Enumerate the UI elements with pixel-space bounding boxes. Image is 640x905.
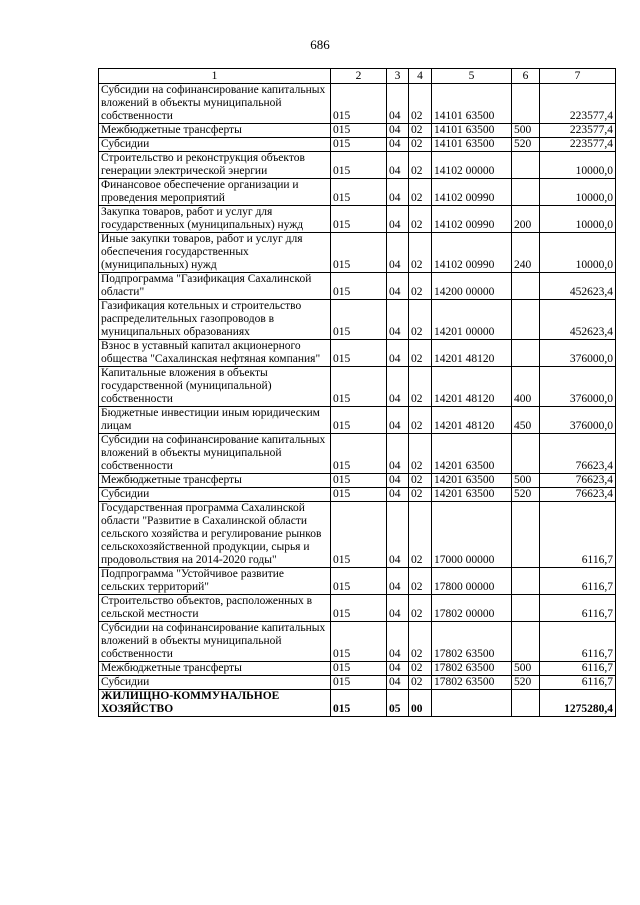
- cell-amount: 452623,4: [540, 300, 616, 340]
- cell-expense-type: 450: [512, 407, 540, 434]
- table-row: [99, 124, 616, 138]
- table-row: [99, 300, 616, 340]
- table-row: [99, 179, 616, 206]
- cell-ministry-code: 015: [331, 434, 387, 474]
- cell-section: 04: [387, 367, 409, 407]
- cell-name: Субсидии: [99, 488, 331, 502]
- cell-subsection: 02: [409, 233, 432, 273]
- cell-amount: 6116,7: [540, 662, 616, 676]
- table-row: [99, 152, 616, 179]
- cell-name: Субсидии: [99, 138, 331, 152]
- cell-subsection: 02: [409, 488, 432, 502]
- cell-section: 04: [387, 434, 409, 474]
- cell-target-article: 14201 48120: [432, 367, 512, 407]
- cell-amount: 10000,0: [540, 152, 616, 179]
- table-row: [99, 502, 616, 568]
- cell-amount: 223577,4: [540, 84, 616, 124]
- cell-target-article: 14101 63500: [432, 138, 512, 152]
- cell-expense-type: 500: [512, 124, 540, 138]
- cell-name: Субсидии на софинансирование капитальных вложений в объекты муниципальной собственности: [99, 622, 331, 662]
- cell-subsection: 02: [409, 407, 432, 434]
- table-row: [99, 690, 616, 717]
- column-header: 2: [331, 69, 387, 84]
- table-row: [99, 434, 616, 474]
- cell-expense-type: [512, 595, 540, 622]
- cell-section: 04: [387, 502, 409, 568]
- column-header: 1: [99, 69, 331, 84]
- cell-target-article: [432, 690, 512, 717]
- cell-subsection: 02: [409, 138, 432, 152]
- cell-ministry-code: 015: [331, 595, 387, 622]
- cell-ministry-code: 015: [331, 407, 387, 434]
- cell-amount: 223577,4: [540, 138, 616, 152]
- cell-subsection: 02: [409, 179, 432, 206]
- cell-section: 04: [387, 676, 409, 690]
- cell-amount: 76623,4: [540, 474, 616, 488]
- cell-name: Субсидии на софинансирование капитальных вложений в объекты муниципальной собственности: [99, 84, 331, 124]
- cell-section: 04: [387, 488, 409, 502]
- table-row: [99, 273, 616, 300]
- cell-expense-type: [512, 84, 540, 124]
- table-row: [99, 676, 616, 690]
- cell-name: Строительство объектов, расположенных в сельской местности: [99, 595, 331, 622]
- cell-expense-type: 240: [512, 233, 540, 273]
- cell-section: 04: [387, 179, 409, 206]
- cell-target-article: 14201 48120: [432, 340, 512, 367]
- cell-section: 04: [387, 300, 409, 340]
- cell-amount: 10000,0: [540, 179, 616, 206]
- header-row: [99, 69, 616, 84]
- cell-section: 04: [387, 474, 409, 488]
- cell-amount: 10000,0: [540, 206, 616, 233]
- cell-name: Субсидии: [99, 676, 331, 690]
- cell-section: 04: [387, 662, 409, 676]
- table-row: [99, 84, 616, 124]
- cell-section: 04: [387, 84, 409, 124]
- column-header: 6: [512, 69, 540, 84]
- cell-amount: 1275280,4: [540, 690, 616, 717]
- cell-name: Строительство и реконструкция объектов генерации электрической энергии: [99, 152, 331, 179]
- cell-name: Капитальные вложения в объекты государственной (муниципальной) собственности: [99, 367, 331, 407]
- cell-target-article: 17800 00000: [432, 568, 512, 595]
- cell-target-article: 14102 00990: [432, 206, 512, 233]
- table-row: [99, 407, 616, 434]
- cell-expense-type: [512, 622, 540, 662]
- cell-expense-type: 520: [512, 488, 540, 502]
- cell-section: 04: [387, 595, 409, 622]
- cell-expense-type: 520: [512, 676, 540, 690]
- cell-amount: 76623,4: [540, 488, 616, 502]
- cell-amount: 376000,0: [540, 407, 616, 434]
- cell-expense-type: [512, 179, 540, 206]
- cell-section: 05: [387, 690, 409, 717]
- cell-expense-type: [512, 568, 540, 595]
- cell-name: ЖИЛИЩНО-КОММУНАЛЬНОЕ ХОЗЯЙСТВО: [99, 690, 331, 717]
- table-row: [99, 233, 616, 273]
- cell-ministry-code: 015: [331, 340, 387, 367]
- cell-subsection: 02: [409, 662, 432, 676]
- cell-ministry-code: 015: [331, 206, 387, 233]
- cell-target-article: 14200 00000: [432, 273, 512, 300]
- cell-ministry-code: 015: [331, 124, 387, 138]
- table-body: [99, 84, 616, 717]
- cell-target-article: 14102 00990: [432, 179, 512, 206]
- cell-target-article: 17802 63500: [432, 662, 512, 676]
- cell-target-article: 14101 63500: [432, 84, 512, 124]
- budget-table: [98, 68, 616, 717]
- table-row: [99, 340, 616, 367]
- cell-ministry-code: 015: [331, 179, 387, 206]
- cell-expense-type: 400: [512, 367, 540, 407]
- table-row: [99, 622, 616, 662]
- cell-section: 04: [387, 233, 409, 273]
- table-row: [99, 488, 616, 502]
- cell-expense-type: 200: [512, 206, 540, 233]
- cell-expense-type: [512, 273, 540, 300]
- cell-subsection: 02: [409, 152, 432, 179]
- cell-subsection: 02: [409, 206, 432, 233]
- cell-expense-type: [512, 434, 540, 474]
- cell-target-article: 14101 63500: [432, 124, 512, 138]
- cell-amount: 223577,4: [540, 124, 616, 138]
- cell-ministry-code: 015: [331, 367, 387, 407]
- cell-section: 04: [387, 138, 409, 152]
- table-row: [99, 595, 616, 622]
- cell-expense-type: 500: [512, 474, 540, 488]
- cell-amount: 6116,7: [540, 622, 616, 662]
- cell-target-article: 17802 63500: [432, 676, 512, 690]
- table-row: [99, 367, 616, 407]
- cell-subsection: 02: [409, 568, 432, 595]
- cell-subsection: 02: [409, 676, 432, 690]
- cell-section: 04: [387, 124, 409, 138]
- cell-target-article: 17000 00000: [432, 502, 512, 568]
- table-row: [99, 138, 616, 152]
- cell-amount: 6116,7: [540, 502, 616, 568]
- column-header: 3: [387, 69, 409, 84]
- cell-target-article: 14102 00990: [432, 233, 512, 273]
- cell-name: Подпрограмма "Устойчивое развитие сельских территорий": [99, 568, 331, 595]
- cell-name: Финансовое обеспечение организации и проведения мероприятий: [99, 179, 331, 206]
- cell-section: 04: [387, 152, 409, 179]
- cell-subsection: 02: [409, 502, 432, 568]
- cell-ministry-code: 015: [331, 152, 387, 179]
- page-number: 686: [310, 37, 330, 52]
- cell-ministry-code: 015: [331, 233, 387, 273]
- cell-subsection: 02: [409, 300, 432, 340]
- cell-amount: 6116,7: [540, 676, 616, 690]
- table-row: [99, 206, 616, 233]
- cell-name: Бюджетные инвестиции иным юридическим лицам: [99, 407, 331, 434]
- cell-amount: 376000,0: [540, 340, 616, 367]
- table-row: [99, 662, 616, 676]
- cell-subsection: 02: [409, 340, 432, 367]
- cell-ministry-code: 015: [331, 273, 387, 300]
- cell-amount: 76623,4: [540, 434, 616, 474]
- column-header: 7: [540, 69, 616, 84]
- cell-subsection: 02: [409, 367, 432, 407]
- cell-section: 04: [387, 568, 409, 595]
- cell-expense-type: [512, 502, 540, 568]
- cell-name: Межбюджетные трансферты: [99, 124, 331, 138]
- cell-ministry-code: 015: [331, 474, 387, 488]
- cell-ministry-code: 015: [331, 502, 387, 568]
- cell-target-article: 14201 00000: [432, 300, 512, 340]
- cell-name: Иные закупки товаров, работ и услуг для обеспечения государственных (муниципальных) нужд: [99, 233, 331, 273]
- cell-ministry-code: 015: [331, 84, 387, 124]
- cell-name: Межбюджетные трансферты: [99, 662, 331, 676]
- cell-section: 04: [387, 206, 409, 233]
- cell-subsection: 02: [409, 474, 432, 488]
- table-row: [99, 568, 616, 595]
- cell-target-article: 14201 48120: [432, 407, 512, 434]
- cell-expense-type: [512, 152, 540, 179]
- cell-ministry-code: 015: [331, 690, 387, 717]
- cell-section: 04: [387, 407, 409, 434]
- cell-subsection: 02: [409, 84, 432, 124]
- cell-subsection: 02: [409, 273, 432, 300]
- cell-ministry-code: 015: [331, 622, 387, 662]
- cell-ministry-code: 015: [331, 488, 387, 502]
- table-row: [99, 474, 616, 488]
- cell-target-article: 14102 00000: [432, 152, 512, 179]
- cell-name: Взнос в уставный капитал акционерного общества "Сахалинская нефтяная компания": [99, 340, 331, 367]
- cell-expense-type: [512, 340, 540, 367]
- cell-subsection: 02: [409, 124, 432, 138]
- cell-target-article: 14201 63500: [432, 488, 512, 502]
- cell-expense-type: 520: [512, 138, 540, 152]
- cell-amount: 452623,4: [540, 273, 616, 300]
- cell-section: 04: [387, 273, 409, 300]
- cell-subsection: 00: [409, 690, 432, 717]
- cell-subsection: 02: [409, 434, 432, 474]
- cell-ministry-code: 015: [331, 138, 387, 152]
- cell-amount: 376000,0: [540, 367, 616, 407]
- cell-ministry-code: 015: [331, 300, 387, 340]
- cell-name: Государственная программа Сахалинской области "Развитие в Сахалинской области сельского хозяйства и регулирование рынков сельскохозяйственной продукции, сырья и продовольствия на 2014-2020 годы": [99, 502, 331, 568]
- cell-ministry-code: 015: [331, 568, 387, 595]
- cell-subsection: 02: [409, 622, 432, 662]
- cell-amount: 10000,0: [540, 233, 616, 273]
- cell-name: Межбюджетные трансферты: [99, 474, 331, 488]
- cell-target-article: 17802 00000: [432, 595, 512, 622]
- cell-expense-type: 500: [512, 662, 540, 676]
- cell-subsection: 02: [409, 595, 432, 622]
- cell-expense-type: [512, 690, 540, 717]
- cell-name: Подпрограмма "Газификация Сахалинской области": [99, 273, 331, 300]
- cell-amount: 6116,7: [540, 568, 616, 595]
- cell-name: Закупка товаров, работ и услуг для государственных (муниципальных) нужд: [99, 206, 331, 233]
- cell-section: 04: [387, 340, 409, 367]
- cell-target-article: 17802 63500: [432, 622, 512, 662]
- cell-name: Субсидии на софинансирование капитальных вложений в объекты муниципальной собственности: [99, 434, 331, 474]
- cell-target-article: 14201 63500: [432, 474, 512, 488]
- column-header: 4: [409, 69, 432, 84]
- cell-ministry-code: 015: [331, 662, 387, 676]
- column-header: 5: [432, 69, 512, 84]
- cell-amount: 6116,7: [540, 595, 616, 622]
- cell-target-article: 14201 63500: [432, 434, 512, 474]
- cell-expense-type: [512, 300, 540, 340]
- cell-ministry-code: 015: [331, 676, 387, 690]
- cell-section: 04: [387, 622, 409, 662]
- cell-name: Газификация котельных и строительство распределительных газопроводов в муниципальных образованиях: [99, 300, 331, 340]
